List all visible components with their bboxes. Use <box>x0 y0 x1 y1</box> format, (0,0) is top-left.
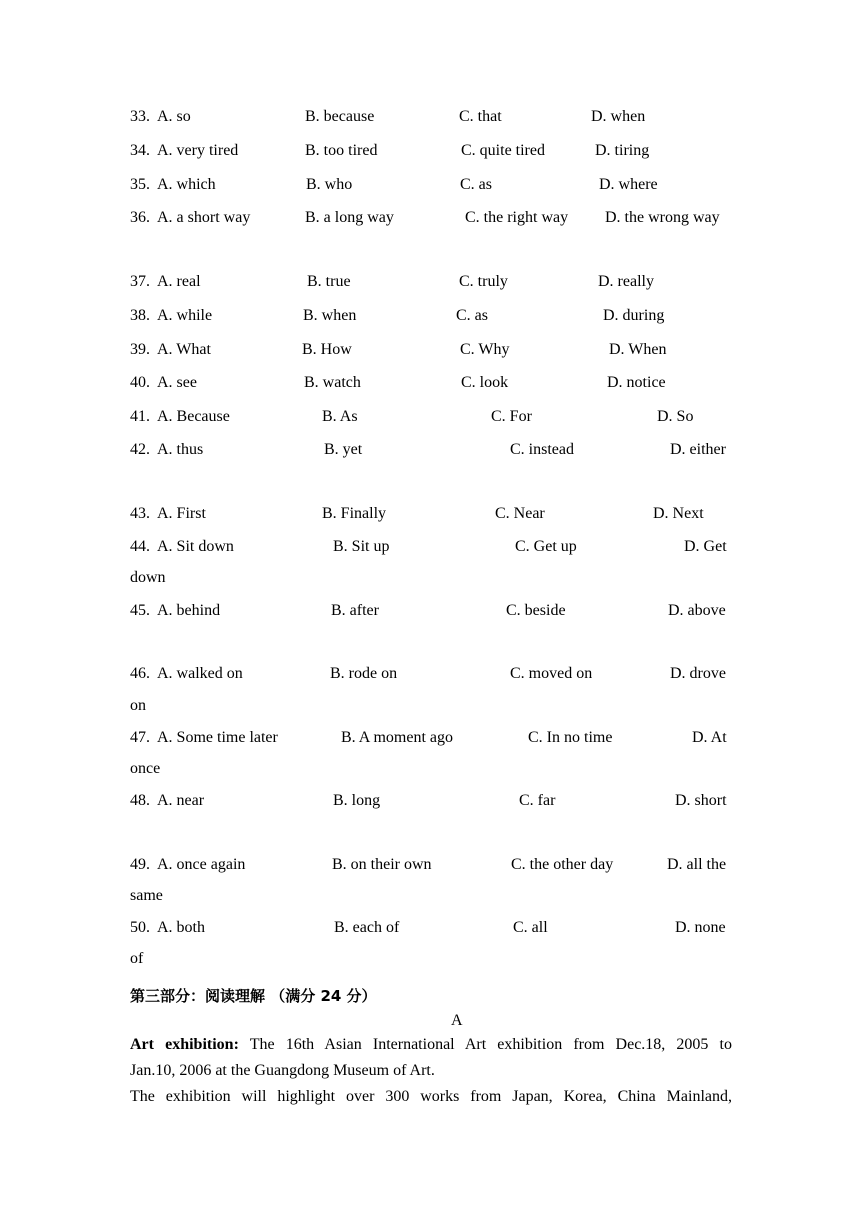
option-a: A. Sit down <box>157 538 234 555</box>
option-b: B. watch <box>304 374 361 391</box>
option-c: C. moved on <box>510 665 593 682</box>
option-b: B. rode on <box>330 665 398 682</box>
option-b: B. Finally <box>322 505 387 522</box>
question-number: 35. <box>130 176 150 193</box>
option-d: D. Next <box>653 505 704 522</box>
option-a: A. a short way <box>157 209 251 226</box>
question-number: 49. <box>130 856 150 873</box>
option-a: A. What <box>157 341 211 358</box>
option-c: C. far <box>519 792 556 809</box>
passage-bold-lead: Art exhibition: <box>130 1036 239 1053</box>
option-b: B. each of <box>334 919 400 936</box>
option-b: B. Sit up <box>333 538 390 555</box>
option-c: C. that <box>459 108 502 125</box>
question-number: 41. <box>130 408 150 425</box>
option-a: A. so <box>157 108 191 125</box>
option-d-wrap: once <box>130 760 161 777</box>
option-d: D. notice <box>607 374 666 391</box>
passage-line-2: Jan.10, 2006 at the Guangdong Museum of Art. <box>130 1062 435 1079</box>
option-b: B. because <box>305 108 375 125</box>
option-a: A. Some time later <box>157 729 278 746</box>
question-number: 43. <box>130 505 150 522</box>
option-a: A. Because <box>157 408 230 425</box>
passage-line-3: The exhibition will highlight over 300 works from Japan, Korea, China Mainland, <box>130 1088 732 1105</box>
option-a: A. once again <box>157 856 246 873</box>
option-c: C. truly <box>459 273 508 290</box>
option-d: D. none <box>675 919 726 936</box>
option-c: C. In no time <box>528 729 613 746</box>
option-a: A. while <box>157 307 213 324</box>
option-c: C. Get up <box>515 538 577 555</box>
option-d: D. Get <box>684 538 727 555</box>
option-a: A. thus <box>157 441 204 458</box>
option-a: A. First <box>157 505 206 522</box>
option-d: D. When <box>609 341 667 358</box>
option-d: D. drove <box>670 665 726 682</box>
option-d-wrap: down <box>130 569 166 586</box>
option-a: A. behind <box>157 602 221 619</box>
question-number: 34. <box>130 142 150 159</box>
question-number: 46. <box>130 665 150 682</box>
option-a: A. see <box>157 374 197 391</box>
option-b: B. How <box>302 341 352 358</box>
option-c: C. Why <box>460 341 510 358</box>
option-a: A. very tired <box>157 142 239 159</box>
option-c: C. as <box>456 307 488 324</box>
option-b: B. who <box>306 176 353 193</box>
option-d: D. all the <box>667 856 727 873</box>
option-d-wrap: same <box>130 887 163 904</box>
option-b: B. A moment ago <box>341 729 453 746</box>
option-d: D. tiring <box>595 142 650 159</box>
option-d: D. So <box>657 408 694 425</box>
option-b: B. too tired <box>305 142 378 159</box>
option-d: D. either <box>670 441 726 458</box>
passage-text: The 16th Asian International Art exhibition from Dec.18, 2005 to <box>238 1036 732 1053</box>
option-b: B. after <box>331 602 379 619</box>
question-number: 50. <box>130 919 150 936</box>
question-number: 36. <box>130 209 150 226</box>
option-a: A. which <box>157 176 216 193</box>
option-d: D. the wrong way <box>605 209 720 226</box>
option-d: D. really <box>598 273 654 290</box>
option-d: D. short <box>675 792 727 809</box>
option-d: D. during <box>603 307 665 324</box>
section-heading: 第三部分：阅读理解 （满分 24 分） <box>130 987 377 1005</box>
option-d-wrap: of <box>130 950 144 967</box>
passage-label: A <box>451 1012 463 1029</box>
option-a: A. both <box>157 919 205 936</box>
option-d: D. above <box>668 602 726 619</box>
option-b: B. on their own <box>332 856 432 873</box>
question-number: 40. <box>130 374 150 391</box>
option-b: B. long <box>333 792 381 809</box>
option-b: B. when <box>303 307 357 324</box>
option-c: C. the other day <box>511 856 614 873</box>
option-d: D. when <box>591 108 646 125</box>
question-number: 33. <box>130 108 150 125</box>
option-a: A. near <box>157 792 205 809</box>
question-number: 44. <box>130 538 150 555</box>
option-c: C. as <box>460 176 492 193</box>
question-number: 39. <box>130 341 150 358</box>
option-b: B. yet <box>324 441 363 458</box>
option-c: C. all <box>513 919 548 936</box>
question-number: 38. <box>130 307 150 324</box>
option-c: C. look <box>461 374 509 391</box>
option-c: C. Near <box>495 505 545 522</box>
question-number: 47. <box>130 729 150 746</box>
question-number: 42. <box>130 441 150 458</box>
option-d: D. where <box>599 176 658 193</box>
option-d: D. At <box>692 729 727 746</box>
option-d-wrap: on <box>130 697 146 714</box>
question-number: 45. <box>130 602 150 619</box>
question-number: 48. <box>130 792 150 809</box>
option-c: C. instead <box>510 441 574 458</box>
option-a: A. real <box>157 273 201 290</box>
option-b: B. true <box>307 273 351 290</box>
option-b: B. As <box>322 408 358 425</box>
question-number: 37. <box>130 273 150 290</box>
option-c: C. beside <box>506 602 566 619</box>
option-c: C. For <box>491 408 532 425</box>
option-b: B. a long way <box>305 209 394 226</box>
option-a: A. walked on <box>157 665 243 682</box>
option-c: C. the right way <box>465 209 569 226</box>
option-c: C. quite tired <box>461 142 545 159</box>
passage-line-1 <box>130 1032 732 1058</box>
